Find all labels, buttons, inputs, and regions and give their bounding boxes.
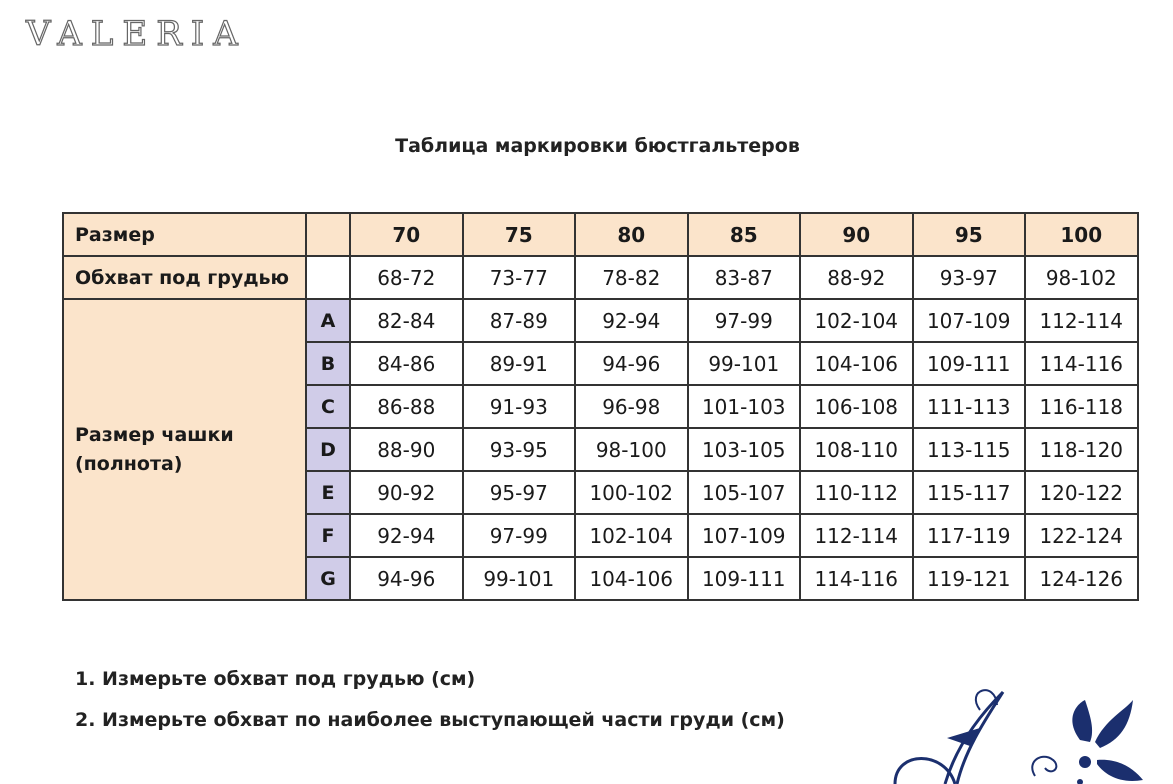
bust-cell: 114-116 bbox=[1025, 342, 1138, 385]
header-row bbox=[63, 213, 1138, 256]
bust-cell: 113-115 bbox=[913, 428, 1026, 471]
bust-cell: 112-114 bbox=[1025, 299, 1138, 342]
empty-cell bbox=[306, 256, 350, 299]
underbust-cell: 83-87 bbox=[688, 256, 801, 299]
size-label: Размер bbox=[63, 213, 306, 256]
bust-cell: 119-121 bbox=[913, 557, 1026, 600]
bust-cell: 108-110 bbox=[800, 428, 913, 471]
bust-cell: 111-113 bbox=[913, 385, 1026, 428]
underbust-cell: 68-72 bbox=[350, 256, 463, 299]
bust-cell: 93-95 bbox=[463, 428, 576, 471]
cup-letter: D bbox=[306, 428, 350, 471]
underbust-row bbox=[63, 256, 1138, 299]
size-header: 100 bbox=[1025, 213, 1138, 256]
bust-cell: 109-111 bbox=[688, 557, 801, 600]
bust-cell: 112-114 bbox=[800, 514, 913, 557]
size-header: 90 bbox=[800, 213, 913, 256]
bust-cell: 86-88 bbox=[350, 385, 463, 428]
bust-cell: 99-101 bbox=[463, 557, 576, 600]
size-header: 80 bbox=[575, 213, 688, 256]
page-title: Таблица маркировки бюстгальтеров bbox=[395, 135, 800, 157]
bust-cell: 88-90 bbox=[350, 428, 463, 471]
bust-cell: 99-101 bbox=[688, 342, 801, 385]
bust-cell: 118-120 bbox=[1025, 428, 1138, 471]
bust-cell: 120-122 bbox=[1025, 471, 1138, 514]
bust-cell: 104-106 bbox=[575, 557, 688, 600]
cup-letter: G bbox=[306, 557, 350, 600]
empty-cell bbox=[306, 213, 350, 256]
bust-cell: 110-112 bbox=[800, 471, 913, 514]
bust-cell: 101-103 bbox=[688, 385, 801, 428]
bust-cell: 124-126 bbox=[1025, 557, 1138, 600]
bust-cell: 107-109 bbox=[688, 514, 801, 557]
bust-cell: 115-117 bbox=[913, 471, 1026, 514]
bust-cell: 102-104 bbox=[800, 299, 913, 342]
bust-cell: 94-96 bbox=[350, 557, 463, 600]
underbust-cell: 93-97 bbox=[913, 256, 1026, 299]
bust-cell: 107-109 bbox=[913, 299, 1026, 342]
cup-label-line2: (полнота) bbox=[75, 452, 183, 475]
instruction-1: 1. Измерьте обхват под грудью (см) bbox=[75, 668, 476, 690]
cup-label-line1: Размер чашки bbox=[75, 423, 234, 446]
bust-cell: 102-104 bbox=[575, 514, 688, 557]
bust-cell: 89-91 bbox=[463, 342, 576, 385]
bust-cell: 82-84 bbox=[350, 299, 463, 342]
underbust-cell: 73-77 bbox=[463, 256, 576, 299]
underbust-label: Обхват под грудью bbox=[63, 256, 306, 299]
bust-cell: 92-94 bbox=[350, 514, 463, 557]
bust-cell: 91-93 bbox=[463, 385, 576, 428]
bust-cell: 104-106 bbox=[800, 342, 913, 385]
bust-cell: 92-94 bbox=[575, 299, 688, 342]
size-chart-table bbox=[62, 212, 1139, 601]
bust-cell: 84-86 bbox=[350, 342, 463, 385]
bust-cell: 100-102 bbox=[575, 471, 688, 514]
bust-cell: 90-92 bbox=[350, 471, 463, 514]
cup-letter: A bbox=[306, 299, 350, 342]
bust-cell: 103-105 bbox=[688, 428, 801, 471]
bust-cell: 97-99 bbox=[688, 299, 801, 342]
bust-cell: 98-100 bbox=[575, 428, 688, 471]
bust-cell: 117-119 bbox=[913, 514, 1026, 557]
instruction-2: 2. Измерьте обхват по наиболее выступающей части груди (см) bbox=[75, 709, 785, 731]
bust-cell: 109-111 bbox=[913, 342, 1026, 385]
cup-size-label bbox=[63, 299, 306, 600]
bust-cell: 97-99 bbox=[463, 514, 576, 557]
bust-cell: 116-118 bbox=[1025, 385, 1138, 428]
cup-letter: B bbox=[306, 342, 350, 385]
table-row bbox=[63, 299, 1138, 342]
size-header: 85 bbox=[688, 213, 801, 256]
cup-letter: E bbox=[306, 471, 350, 514]
cup-letter: F bbox=[306, 514, 350, 557]
bust-cell: 106-108 bbox=[800, 385, 913, 428]
brand-logo: VALERIA bbox=[26, 14, 247, 54]
underbust-cell: 78-82 bbox=[575, 256, 688, 299]
bust-cell: 87-89 bbox=[463, 299, 576, 342]
cup-letter: C bbox=[306, 385, 350, 428]
underbust-cell: 98-102 bbox=[1025, 256, 1138, 299]
bust-cell: 105-107 bbox=[688, 471, 801, 514]
bust-cell: 94-96 bbox=[575, 342, 688, 385]
underbust-cell: 88-92 bbox=[800, 256, 913, 299]
bust-cell: 122-124 bbox=[1025, 514, 1138, 557]
floral-ornament-icon bbox=[885, 680, 1173, 784]
bust-cell: 114-116 bbox=[800, 557, 913, 600]
size-header: 75 bbox=[463, 213, 576, 256]
bust-cell: 96-98 bbox=[575, 385, 688, 428]
bust-cell: 95-97 bbox=[463, 471, 576, 514]
size-header: 95 bbox=[913, 213, 1026, 256]
size-header: 70 bbox=[350, 213, 463, 256]
